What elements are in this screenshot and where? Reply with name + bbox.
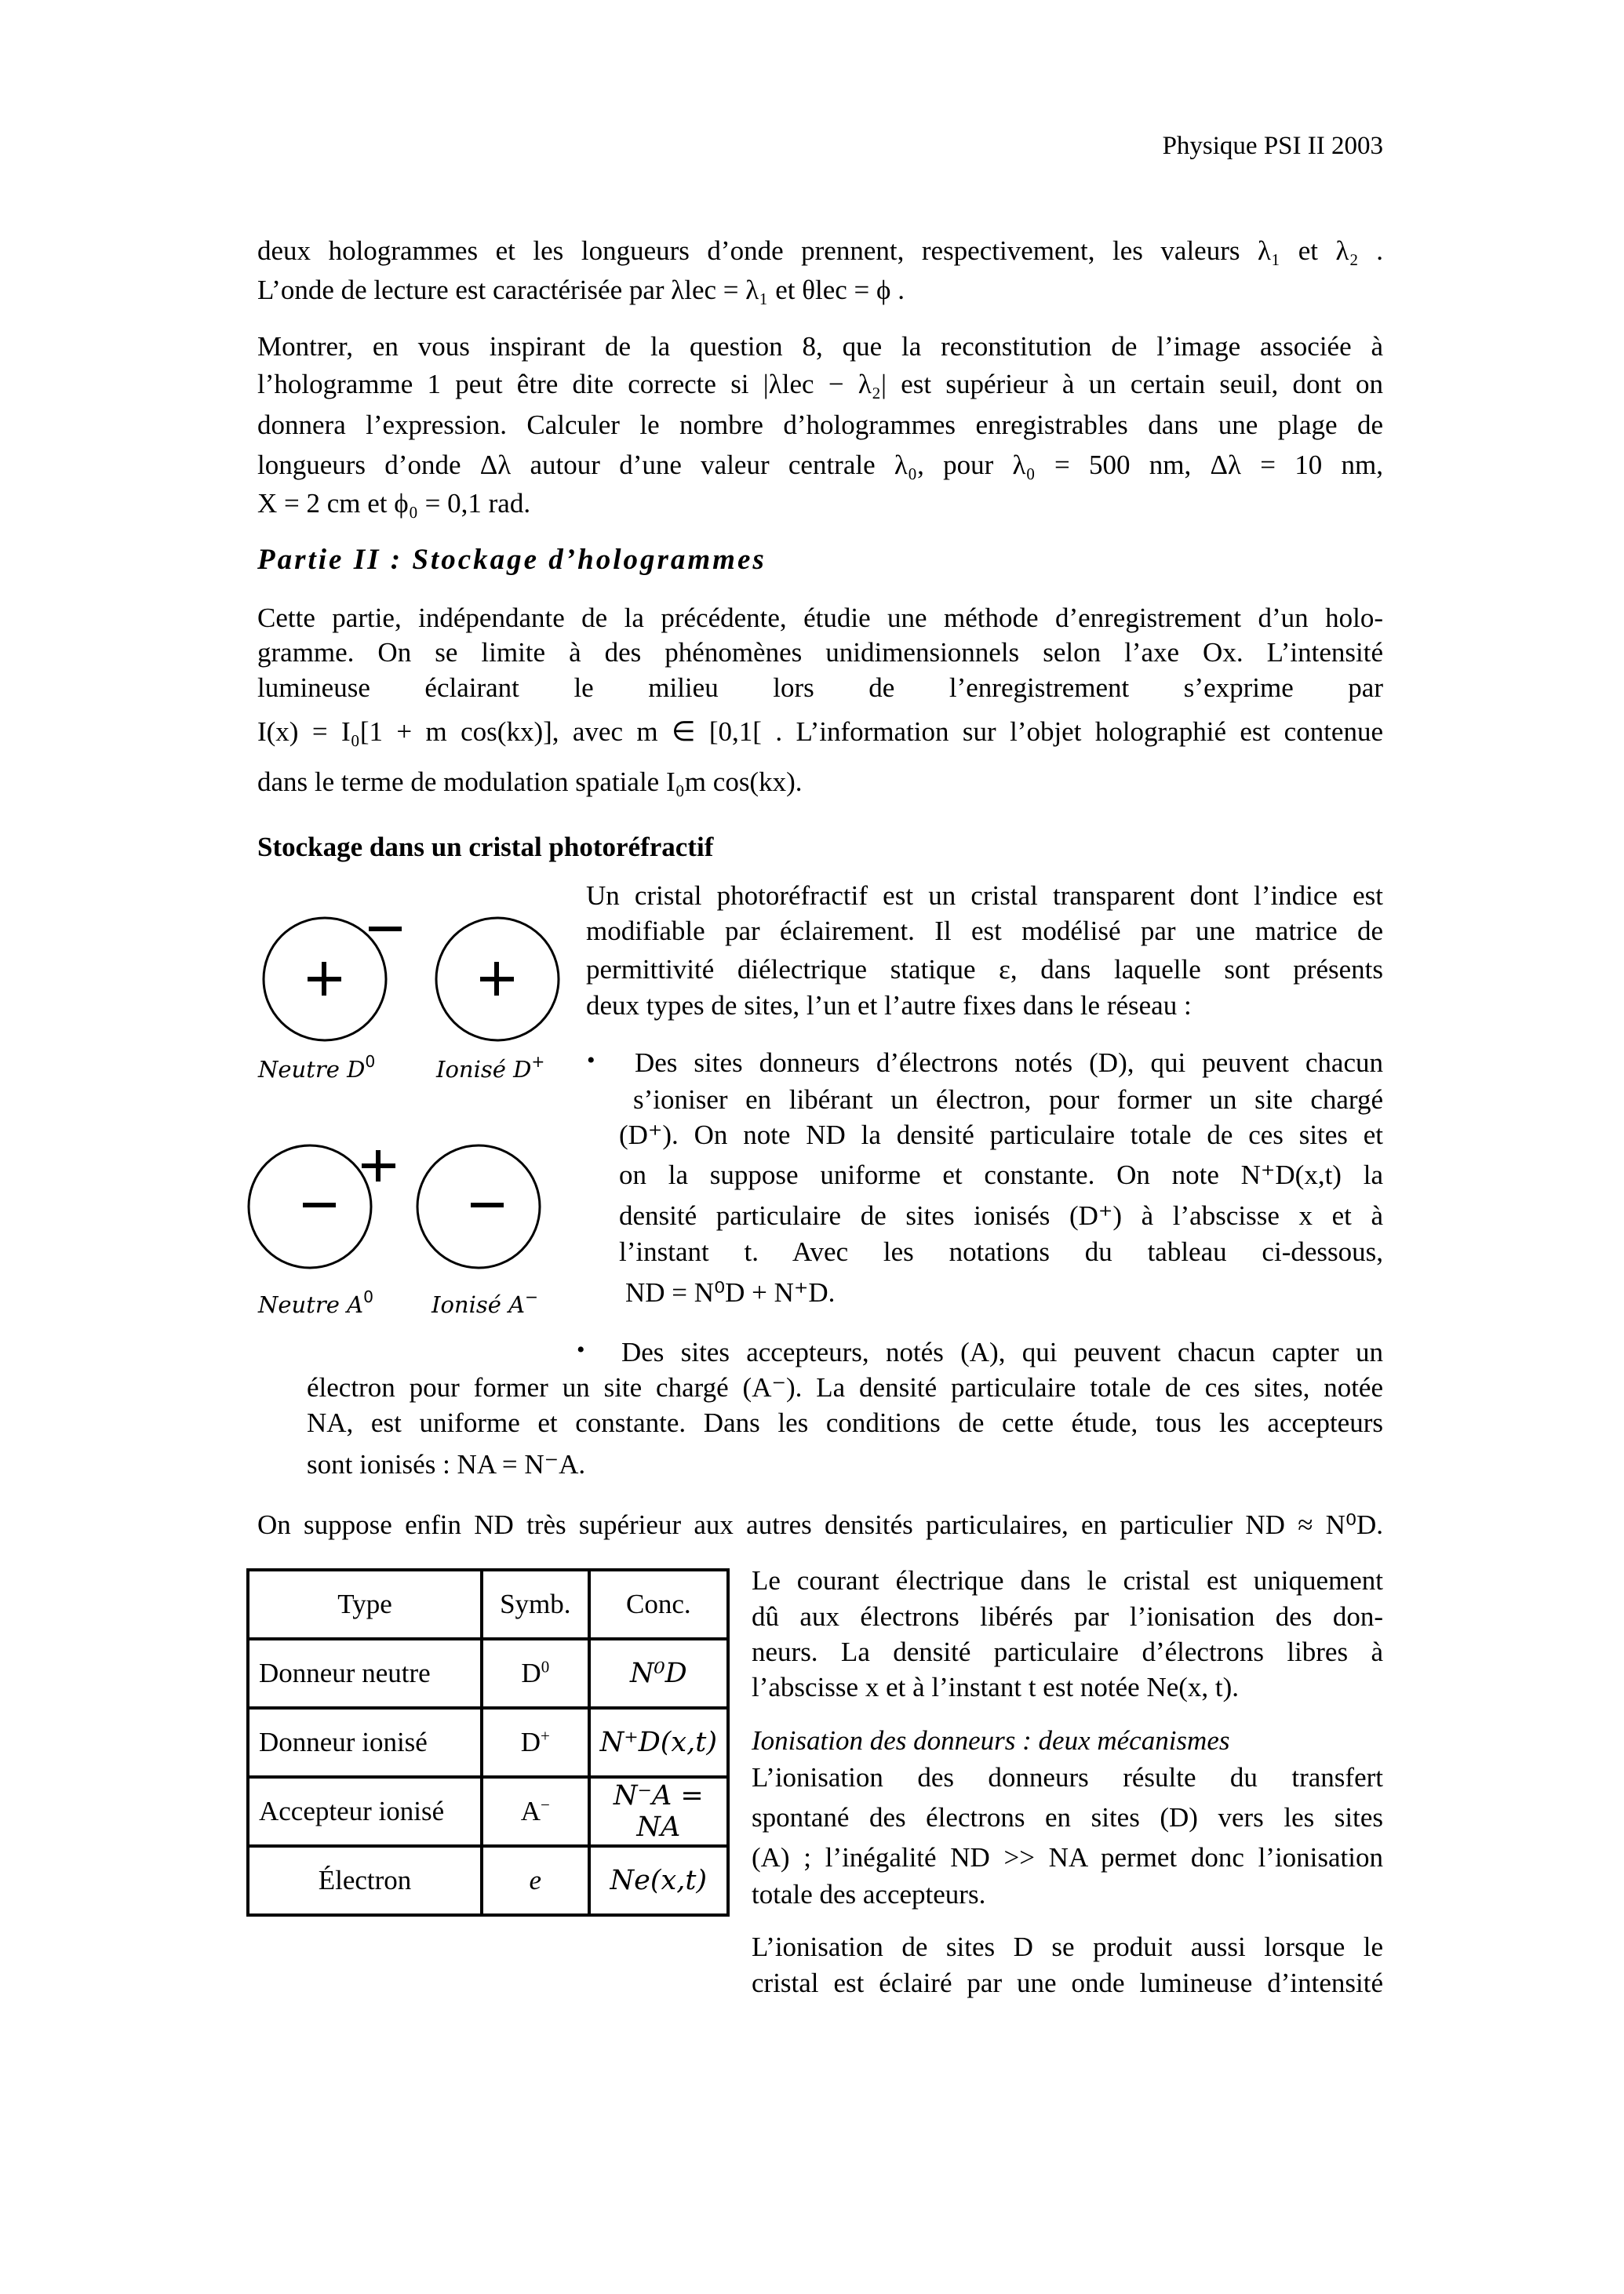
donor-ionized-site <box>436 918 559 1040</box>
label-sup: + <box>531 1052 545 1072</box>
donneurs-line-7: ND = N⁰D + N⁺D. <box>625 1277 836 1308</box>
section-heading: Stockage dans un cristal photoréfractif <box>257 832 714 862</box>
table-row <box>248 1846 728 1915</box>
symb-text: D <box>521 1658 541 1688</box>
cell-type: Électron <box>248 1846 482 1915</box>
bullet-icon: • <box>587 1047 595 1073</box>
ionisation-line-4: totale des accepteurs. <box>752 1879 986 1910</box>
cell-conc: N⁺D(x,t) <box>589 1708 728 1777</box>
table-row <box>248 1708 728 1777</box>
cell-symb <box>482 1639 589 1708</box>
cell-symb <box>482 1846 589 1915</box>
donneurs-line-5: densité particulaire de sites ionisés (D⁺) à l’abscisse x et à <box>619 1200 1383 1231</box>
courant-line-2: dû aux électrons libérés par l’ionisation des don- <box>752 1601 1383 1632</box>
donneurs-line-6: l’instant t. Avec les notations du tableau ci-dessous, <box>619 1236 1383 1267</box>
symb-text: D <box>520 1727 541 1757</box>
label-acceptor-neutral <box>258 1287 373 1318</box>
label-donor-neutral <box>258 1052 376 1083</box>
montrer-line-2: l’hologramme 1 peut être dite correcte si |λlec − λ₂| est supérieur à un certain seuil, dont on <box>257 369 1383 399</box>
cell-symb <box>482 1777 589 1846</box>
intro-line-2: L’onde de lecture est caractérisée par λlec = λ₁ et θlec = ϕ . <box>257 275 905 305</box>
montrer-line-1: Montrer, en vous inspirant de la question 8, que la reconstitution de l’image associée à <box>257 331 1383 362</box>
ion-sites-diagram <box>0 0 581 1349</box>
symb-text: A <box>520 1796 541 1826</box>
last-line-2: cristal est éclairé par une onde lumineuse d’intensité <box>752 1968 1383 1998</box>
courant-line-4: l’abscisse x et à l’instant t est notée Ne(x, t). <box>752 1672 1240 1702</box>
donneurs-line-1: Des sites donneurs d’électrons notés (D), qui peuvent chacun <box>635 1047 1383 1078</box>
plus-icon <box>308 962 341 996</box>
courant-line-3: neurs. La densité particulaire d’électrons libres à <box>752 1637 1383 1667</box>
cell-type: Donneur ionisé <box>248 1708 482 1777</box>
cell-symb <box>482 1708 589 1777</box>
table-header: Conc. <box>589 1570 728 1639</box>
crystal-line-2: modifiable par éclairement. Il est modélisé par une matrice de <box>586 916 1383 946</box>
partie-line-3: lumineuse éclairant le milieu lors de l’enregistrement s’exprime par <box>257 672 1383 703</box>
table-header-row <box>248 1570 728 1639</box>
symb-text: e <box>529 1865 542 1895</box>
bullet-icon: • <box>577 1337 585 1363</box>
label-text: Ionisé D <box>436 1056 532 1083</box>
crystal-line-4: deux types de sites, l’un et l’autre fixes dans le réseau : <box>586 990 1192 1021</box>
accepteurs-line-1: Des sites accepteurs, notés (A), qui peuvent chacun capter un <box>621 1337 1383 1367</box>
accepteurs-line-3: NA, est uniforme et constante. Dans les conditions de cette étude, tous les accepteurs <box>307 1407 1383 1438</box>
cell-conc: N⁻A = NA <box>589 1777 728 1846</box>
ionisation-line-2: spontané des électrons en sites (D) vers les sites <box>752 1802 1383 1833</box>
intro-line-1: deux hologrammes et les longueurs d’onde prennent, respectivement, les valeurs λ₁ et λ₂ . <box>257 235 1383 266</box>
table-header: Type <box>248 1570 482 1639</box>
table-row <box>248 1639 728 1708</box>
table-header: Symb. <box>482 1570 589 1639</box>
cell-type: Donneur neutre <box>248 1639 482 1708</box>
plus-icon <box>480 962 514 996</box>
courant-line-1: Le courant électrique dans le cristal est uniquement <box>752 1565 1383 1596</box>
cell-type: Accepteur ionisé <box>248 1777 482 1846</box>
partie-line-1: Cette partie, indépendante de la précédente, étudie une méthode d’enregistrement d’un holo- <box>257 603 1383 633</box>
hole-plus-icon <box>362 1150 395 1182</box>
acceptor-ionized-site <box>417 1145 540 1268</box>
symb-sup: + <box>541 1726 550 1746</box>
label-donor-ionized <box>436 1052 545 1083</box>
accepteurs-line-2: électron pour former un site chargé (A⁻). La densité particulaire totale de ces sites, notée <box>307 1372 1383 1403</box>
label-text: Neutre A <box>258 1291 364 1318</box>
montrer-line-5: X = 2 cm et ϕ₀ = 0,1 rad. <box>257 488 531 519</box>
symb-sup: 0 <box>541 1657 550 1677</box>
montrer-line-4: longueurs d’onde Δλ autour d’une valeur centrale λ₀, pour λ₀ = 500 nm, Δλ = 10 nm, <box>257 450 1383 480</box>
donneurs-line-4: on la suppose uniforme et constante. On note N⁺D(x,t) la <box>619 1160 1383 1190</box>
label-acceptor-ionized <box>431 1287 539 1318</box>
donneurs-line-3: (D⁺). On note ND la densité particulaire totale de ces sites et <box>619 1120 1383 1150</box>
table-row <box>248 1777 728 1846</box>
label-sup: 0 <box>363 1287 373 1307</box>
notation-table <box>246 1568 730 1917</box>
suppose-line: On suppose enfin ND très supérieur aux autres densités particulaires, en particulier ND ≈ N⁰D. <box>257 1509 1383 1540</box>
ionisation-line-1: L’ionisation des donneurs résulte du transfert <box>752 1762 1383 1793</box>
partie-line-5: dans le terme de modulation spatiale I₀m cos(kx). <box>257 766 803 797</box>
partie-line-4: I(x) = I₀[1 + m cos(kx)], avec m ∈ [0,1[ . L’information sur l’objet holographié est contenue <box>257 716 1383 747</box>
label-sup: 0 <box>365 1052 376 1072</box>
page-header: Physique PSI II 2003 <box>1162 132 1383 160</box>
label-sup: − <box>525 1287 539 1307</box>
part-heading: Partie II : Stockage d’hologrammes <box>257 544 766 576</box>
crystal-line-3: permittivité diélectrique statique ε, dans laquelle sont présents <box>586 954 1383 985</box>
symb-sup: − <box>541 1795 550 1815</box>
last-line-1: L’ionisation de sites D se produit aussi lorsque le <box>752 1932 1383 1962</box>
ionisation-line-3: (A) ; l’inégalité ND >> NA permet donc l’ionisation <box>752 1842 1383 1873</box>
montrer-line-3: donnera l’expression. Calculer le nombre d’hologrammes enregistrables dans une plage de <box>257 410 1383 440</box>
accepteurs-line-4: sont ionisés : NA = N⁻A. <box>307 1449 586 1480</box>
crystal-line-1: Un cristal photoréfractif est un cristal transparent dont l’indice est <box>586 880 1383 911</box>
acceptor-neutral-site <box>249 1145 395 1268</box>
label-text: Ionisé A <box>431 1291 526 1318</box>
ionisation-heading: Ionisation des donneurs : deux mécanismes <box>752 1725 1230 1756</box>
cell-conc: N⁰D <box>589 1639 728 1708</box>
donneurs-line-2: s’ioniser en libérant un électron, pour former un site chargé <box>633 1084 1383 1115</box>
donor-neutral-site <box>264 918 402 1040</box>
label-text: Neutre D <box>258 1056 366 1083</box>
partie-line-2: gramme. On se limite à des phénomènes unidimensionnels selon l’axe Ox. L’intensité <box>257 637 1383 668</box>
cell-conc: Ne(x,t) <box>589 1846 728 1915</box>
